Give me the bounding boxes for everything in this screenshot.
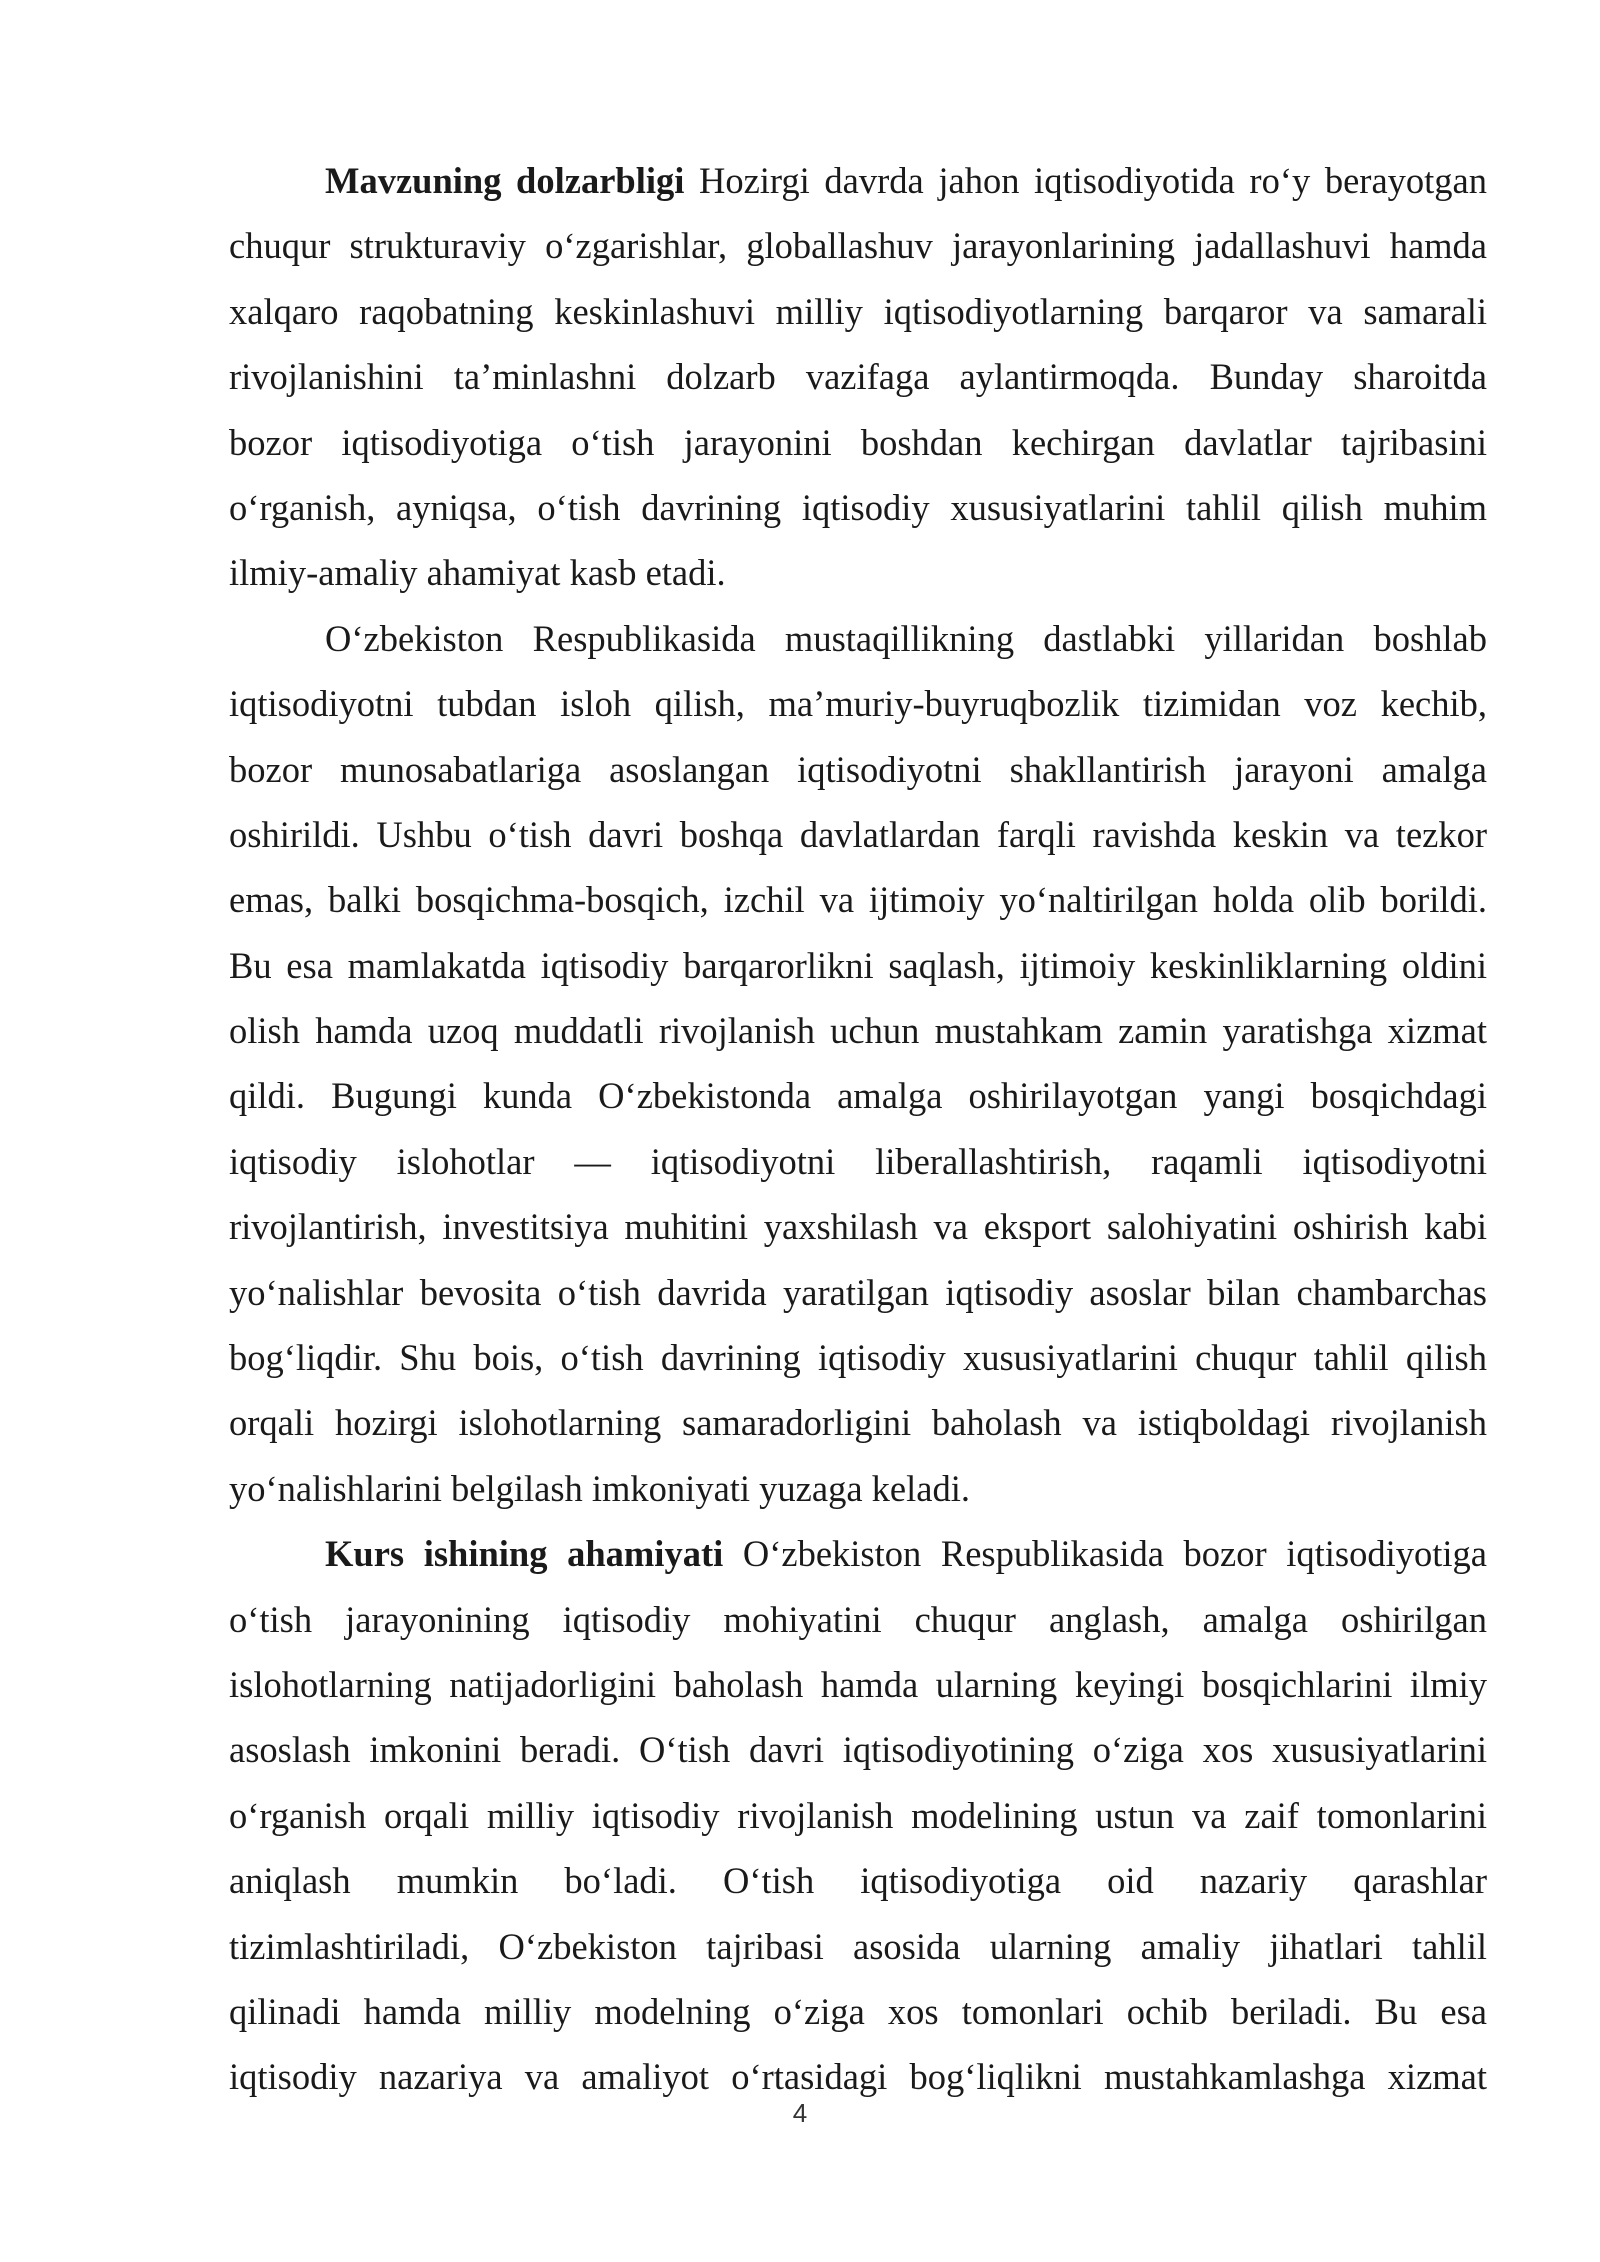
text-line — [229, 998, 1487, 1063]
text-run: bozor munosabatlariga asoslangan iqtisodiyotni shakllantirish jarayoni amalga — [229, 748, 1487, 790]
text-line — [229, 1587, 1487, 1652]
text-line — [229, 606, 1487, 671]
text-line — [229, 1456, 1487, 1521]
text-run: o‘rganish, ayniqsa, o‘tish davrining iqtisodiy xususiyatlarini tahlil qilish muhim — [229, 486, 1487, 528]
text-run: qildi. Bugungi kunda O‘zbekistonda amalga oshirilayotgan yangi bosqichdagi — [229, 1075, 1487, 1117]
text-line — [229, 475, 1487, 540]
text-run: ilmiy-amaliy ahamiyat kasb etadi. — [229, 552, 726, 594]
text-line — [229, 1979, 1487, 2044]
text-line — [229, 410, 1487, 475]
text-run: chuqur strukturaviy o‘zgarishlar, globallashuv jarayonlarining jadallashuvi hamda — [229, 225, 1487, 267]
text-line — [229, 737, 1487, 802]
text-line — [229, 1129, 1487, 1194]
text-run: islohotlarning natijadorligini baholash hamda ularning keyingi bosqichlarini ilmiy — [229, 1663, 1487, 1705]
text-run: orqali hozirgi islohotlarning samaradorligini baholash va istiqboldagi rivojlanish — [229, 1402, 1487, 1444]
text-run: emas, balki bosqichma-bosqich, izchil va ijtimoiy yo‘naltirilgan holda olib borildi. — [229, 879, 1487, 921]
text-line — [229, 1848, 1487, 1913]
text-line — [229, 148, 1487, 213]
text-run: tizimlashtiriladi, O‘zbekiston tajribasi asosida ularning amaliy jihatlari tahlil — [229, 1925, 1487, 1967]
bold-heading-run: Mavzuning dolzarbligi — [325, 160, 685, 201]
text-run: O‘zbekiston Respublikasida bozor iqtisodiyotiga — [723, 1533, 1487, 1575]
page-number: 4 — [792, 2098, 808, 2128]
text-run: iqtisodiy islohotlar — iqtisodiyotni liberallashtirish, raqamli iqtisodiyotni — [229, 1140, 1487, 1182]
paragraph — [229, 148, 1487, 606]
text-line — [229, 671, 1487, 736]
text-line — [229, 1914, 1487, 1979]
body-text — [229, 148, 1487, 2110]
text-line — [229, 1390, 1487, 1455]
text-line — [229, 1063, 1487, 1128]
text-run: iqtisodiy nazariya va amaliyot o‘rtasidagi bog‘liqlikni mustahkamlashga xizmat — [229, 2056, 1487, 2098]
text-run: olish hamda uzoq muddatli rivojlanish uchun mustahkam zamin yaratishga xizmat — [229, 1010, 1487, 1052]
text-line — [229, 1521, 1487, 1586]
text-run: aniqlash mumkin bo‘ladi. O‘tish iqtisodiyotiga oid nazariy qarashlar — [229, 1860, 1487, 1902]
text-line — [229, 213, 1487, 278]
text-line — [229, 1325, 1487, 1390]
text-run: Bu esa mamlakatda iqtisodiy barqarorlikni saqlash, ijtimoiy keskinliklarning oldini — [229, 944, 1487, 986]
text-run: qilinadi hamda milliy modelning o‘ziga xos tomonlari ochib beriladi. Bu esa — [229, 1990, 1487, 2032]
text-run: iqtisodiyotni tubdan isloh qilish, ma’muriy-buyruqbozlik tizimidan voz kechib, — [229, 683, 1487, 725]
text-line — [229, 344, 1487, 409]
paragraph — [229, 606, 1487, 1521]
text-run: asoslash imkonini beradi. O‘tish davri iqtisodiyotining o‘ziga xos xususiyatlarini — [229, 1729, 1487, 1771]
text-line — [229, 1194, 1487, 1259]
text-run: bozor iqtisodiyotiga o‘tish jarayonini boshdan kechirgan davlatlar tajribasini — [229, 421, 1487, 463]
text-run: o‘rganish orqali milliy iqtisodiy rivojlanish modelining ustun va zaif tomonlarini — [229, 1794, 1487, 1836]
text-line — [229, 1652, 1487, 1717]
text-run: oshirildi. Ushbu o‘tish davri boshqa davlatlardan farqli ravishda keskin va tezkor — [229, 813, 1487, 855]
text-run: rivojlantirish, investitsiya muhitini yaxshilash va eksport salohiyatini oshirish kabi — [229, 1206, 1487, 1248]
text-line — [229, 1783, 1487, 1848]
text-run: rivojlanishini ta’minlashni dolzarb vazifaga aylantirmoqda. Bunday sharoitda — [229, 356, 1487, 398]
text-line — [229, 1260, 1487, 1325]
text-line — [229, 279, 1487, 344]
text-line — [229, 867, 1487, 932]
text-run: Hozirgi davrda jahon iqtisodiyotida ro‘y berayotgan — [684, 160, 1487, 201]
text-line — [229, 540, 1487, 605]
text-run: bog‘liqdir. Shu bois, o‘tish davrining iqtisodiy xususiyatlarini chuqur tahlil qilish — [229, 1337, 1487, 1379]
text-run: O‘zbekiston Respublikasida mustaqillikning dastlabki yillaridan boshlab — [325, 617, 1487, 659]
paragraph — [229, 1521, 1487, 2110]
bold-heading-run: Kurs ishining ahamiyati — [325, 1533, 724, 1575]
text-run: yo‘nalishlarini belgilash imkoniyati yuzaga keladi. — [229, 1467, 970, 1509]
text-run: o‘tish jarayonining iqtisodiy mohiyatini chuqur anglash, amalga oshirilgan — [229, 1598, 1487, 1640]
text-run: xalqaro raqobatning keskinlashuvi milliy iqtisodiyotlarning barqaror va samarali — [229, 290, 1487, 332]
text-line — [229, 802, 1487, 867]
text-run: yo‘nalishlar bevosita o‘tish davrida yaratilgan iqtisodiy asoslar bilan chambarchas — [229, 1271, 1487, 1313]
text-line — [229, 933, 1487, 998]
text-line — [229, 1717, 1487, 1782]
